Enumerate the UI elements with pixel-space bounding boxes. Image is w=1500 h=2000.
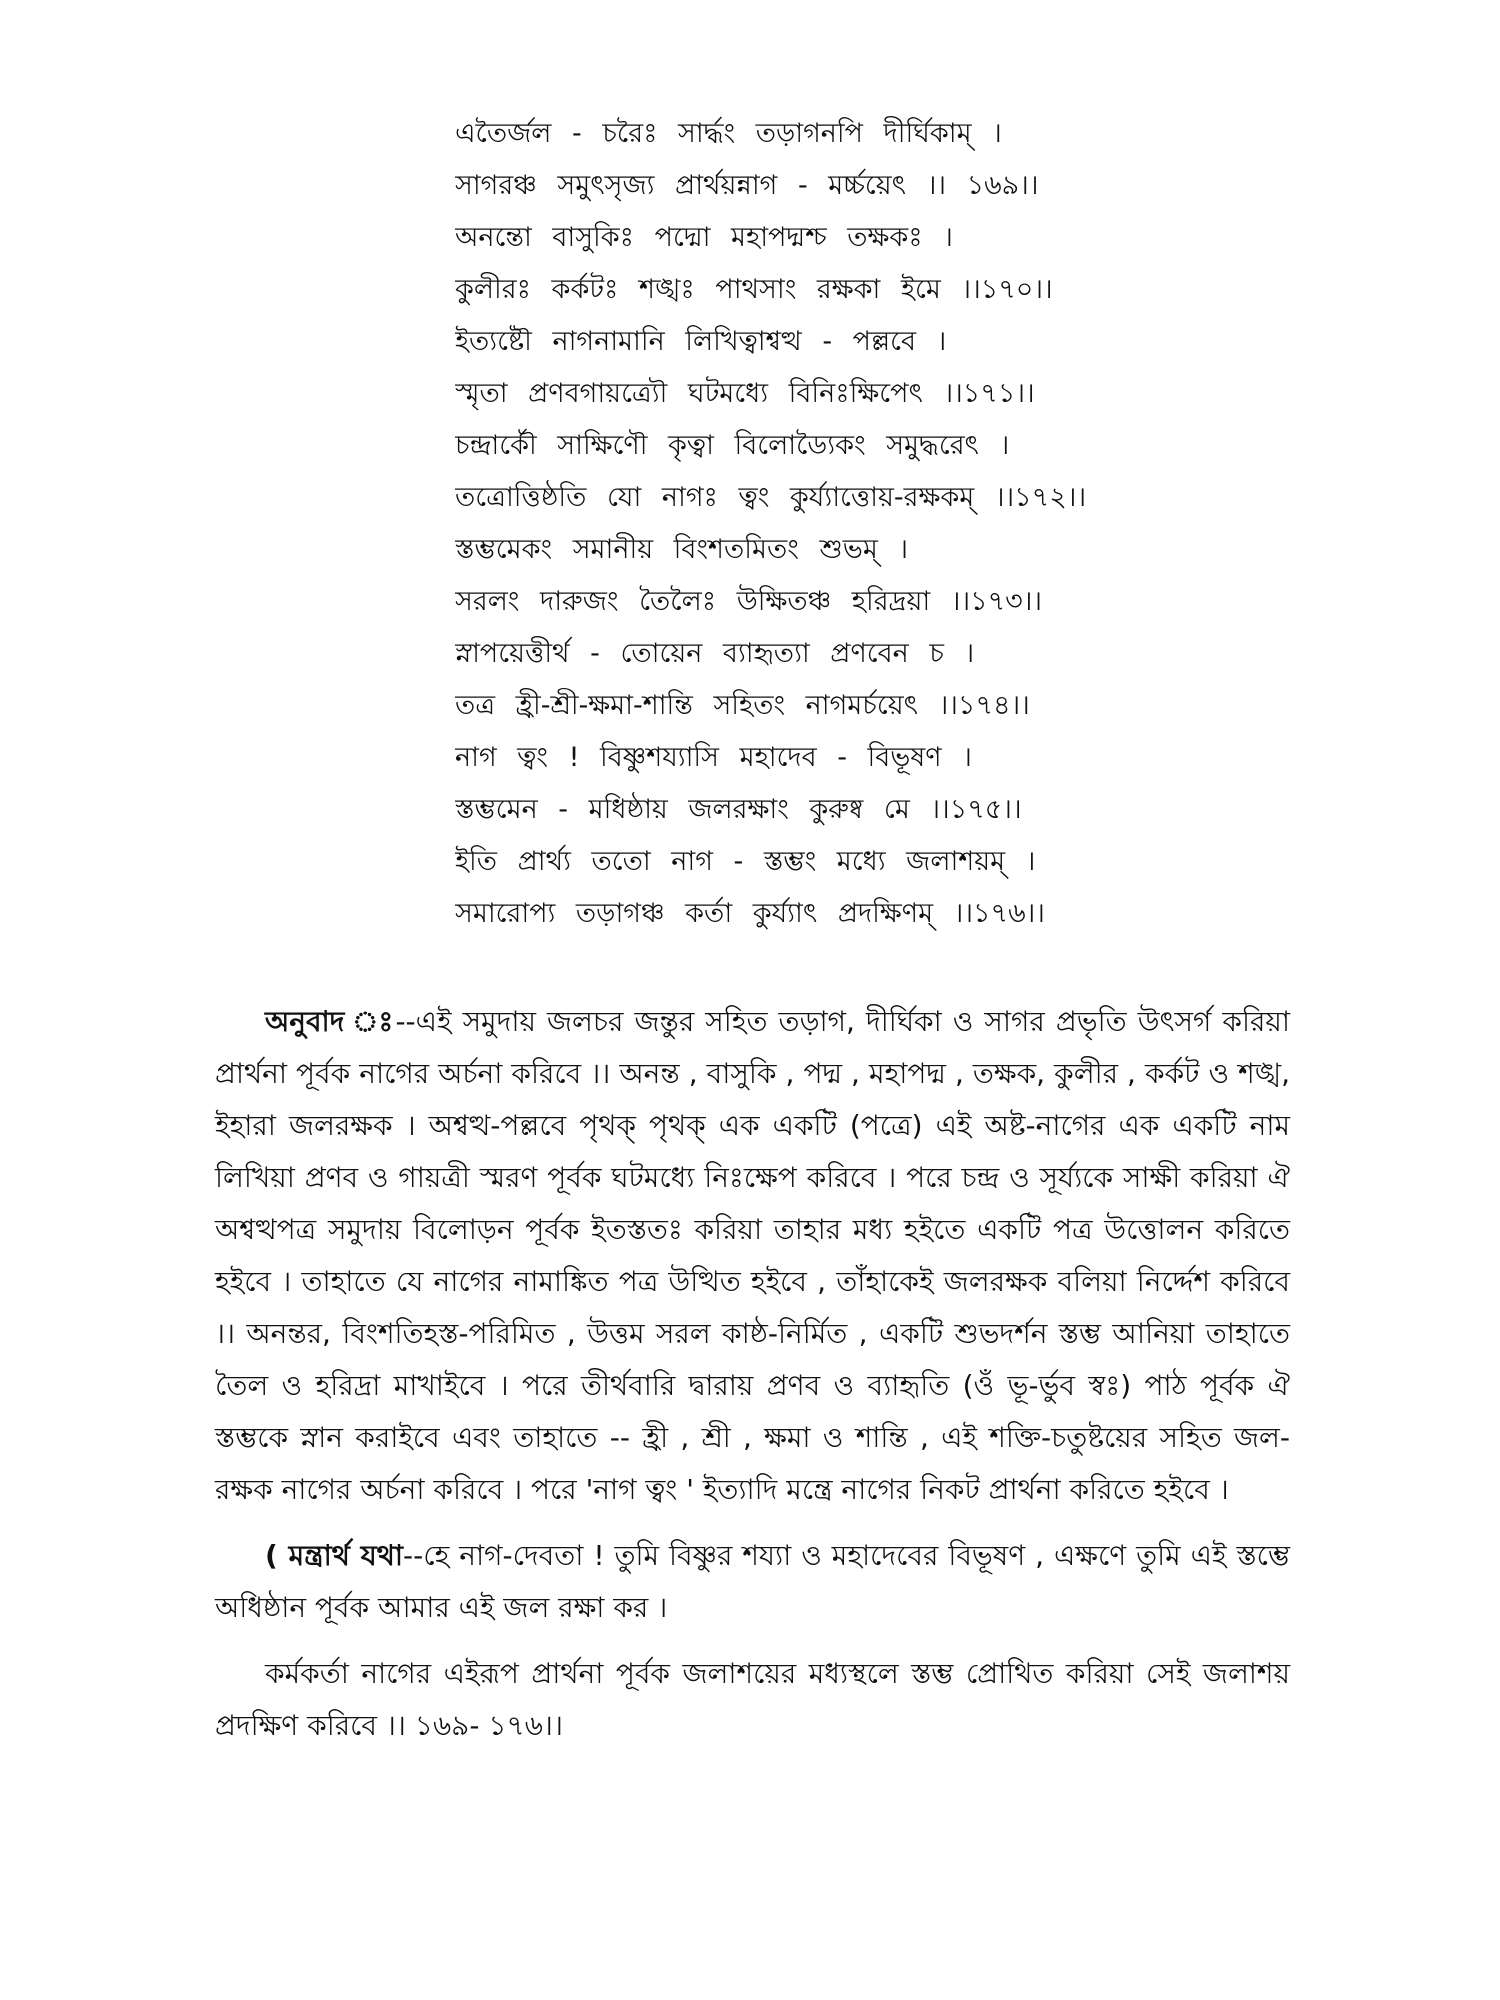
verse-line: তত্র হ্রী-শ্রী-ক্ষমা-শান্তি সহিতং নাগমর্চয়েৎ ।।১৭৪।।	[455, 690, 1030, 721]
closing-paragraph	[215, 1648, 1290, 1752]
verse-line: চন্দ্রার্কৌ সাক্ষিণৌ কৃত্বা বিলোড্যৈকং সমুদ্ধরেৎ ।	[455, 430, 1010, 461]
verse-line: সরলং দারুজং তৈলৈঃ উক্ষিতঞ্চ হরিদ্রয়া ।।১৭৩।।	[455, 586, 1043, 617]
translation-section	[215, 996, 1290, 1752]
mantra-meaning-text: --হে নাগ-দেবতা ! তুমি বিষ্ণুর শয্যা ও মহাদেবের বিভূষণ , এক্ষণে তুমি এই স্তম্ভে অধিষ্ঠান পূর্বক আমার এই জল রক্ষা কর ।	[215, 1539, 1290, 1624]
verse-line: ইতি প্রার্থ্য ততো নাগ - স্তম্ভং মধ্যে জলাশয়ম্ ।	[455, 846, 1036, 877]
verse-line: ইত্যষ্টৌ নাগনামানি লিখিত্বাশ্বত্থ - পল্লবে ।	[455, 326, 947, 357]
verse-line: এতৈর্জল - চরৈঃ সার্দ্ধং তড়াগনপি দীর্ঘিকাম্ ।	[455, 118, 1002, 149]
verse-line: অনন্তো বাসুকিঃ পদ্মো মহাপদ্মশ্চ তক্ষকঃ ।	[455, 222, 953, 253]
mantra-meaning-label: ( মন্ত্রার্থ যথা	[265, 1539, 404, 1572]
verse-line: কুলীরঃ কর্কটঃ শঙ্খঃ পাথসাং রক্ষকা ইমে ।।১৭০।।	[455, 274, 1053, 305]
verse-line: সমারোপ্য তড়াগঞ্চ কর্তা কুর্য্যাৎ প্রদক্ষিণম্ ।।১৭৬।।	[455, 898, 1045, 929]
verse-line: নাগ ত্বং ! বিষ্ণুশয্যাসি মহাদেব - বিভূষণ ।	[455, 742, 972, 773]
verse-line: সাগরঞ্চ সমুৎসৃজ্য প্রার্থয়ন্নাগ - মর্চ্চয়েৎ ।। ১৬৯।।	[455, 170, 1039, 201]
verse-line: স্তম্ভমেন - মধিষ্ঠায় জলরক্ষাং কুরুষ্ব মে ।।১৭৫।।	[455, 794, 1022, 825]
translation-text: --এই সমুদায় জলচর জন্তুর সহিত তড়াগ, দীর্ঘিকা ও সাগর প্রভৃতি উৎসর্গ করিয়া প্রার্থনা পূর্বক নাগের অর্চনা করিবে ।। অনন্ত , বাসুকি , পদ্ম , মহাপদ্ম , তক্ষক, কুলীর , কর্কট ও শঙ্খ, ইহারা জলরক্ষক । অশ্বত্থ-পল্লবে পৃথক্ পৃথক্ এক একটি (পত্রে) এই অষ্ট-নাগের এক একটি নাম লিখিয়া প্রণব ও গায়ত্রী স্মরণ পূর্বক ঘটমধ্যে নিঃক্ষেপ করিবে । পরে চন্দ্র ও সূর্য্যকে সাক্ষী করিয়া ঐ অশ্বত্থপত্র সমুদায় বিলোড়ন পূর্বক ইতস্ততঃ করিয়া তাহার মধ্য হইতে একটি পত্র উত্তোলন করিতে হইবে । তাহাতে যে নাগের নামাঙ্কিত পত্র উত্থিত হইবে , তাঁহাকেই জলরক্ষক বলিয়া নির্দ্দেশ করিবে ।। অনন্তর, বিংশতিহস্ত-পরিমিত , উত্তম সরল কাষ্ঠ-নির্মিত , একটি শুভদর্শন স্তম্ভ আনিয়া তাহাতে তৈল ও হরিদ্রা মাখাইবে । পরে তীর্থবারি দ্বারায় প্রণব ও ব্যাহৃতি (ওঁ ভূ-র্ভুব স্বঃ) পাঠ পূর্বক ঐ স্তম্ভকে স্নান করাইবে এবং তাহাতে -- হ্রী , শ্রী , ক্ষমা ও শান্তি , এই শক্তি-চতুষ্টয়ের সহিত জল-রক্ষক নাগের অর্চনা করিবে । পরে 'নাগ ত্বং ' ইত্যাদি মন্ত্রে নাগের নিকট প্রার্থনা করিতে হইবে ।	[215, 1005, 1290, 1506]
sanskrit-verses	[455, 108, 1175, 940]
closing-text: কর্মকর্তা নাগের এইরূপ প্রার্থনা পূর্বক জলাশয়ের মধ্যস্থলে স্তম্ভ প্রোথিত করিয়া সেই জলাশয় প্রদক্ষিণ করিবে ।। ১৬৯- ১৭৬।।	[215, 1657, 1290, 1742]
verse-line: স্মৃতা প্রণবগায়ত্র্যৌ ঘটমধ্যে বিনিঃক্ষিপেৎ ।।১৭১।।	[455, 378, 1035, 409]
translation-paragraph	[215, 996, 1290, 1516]
verse-line: স্তম্ভমেকং সমানীয় বিংশতমিতং শুভম্ ।	[455, 534, 909, 565]
verse-line: তত্রোত্তিষ্ঠতি যো নাগঃ ত্বং কুর্য্যাত্তোয়-রক্ষকম্ ।।১৭২।।	[455, 482, 1087, 513]
verse-line: স্নাপয়েত্তীর্থ - তোয়েন ব্যাহৃত্যা প্রণবেন চ ।	[455, 638, 975, 669]
mantra-meaning-paragraph	[215, 1530, 1290, 1634]
translation-label: অনুবাদ ঃ	[265, 1005, 396, 1038]
